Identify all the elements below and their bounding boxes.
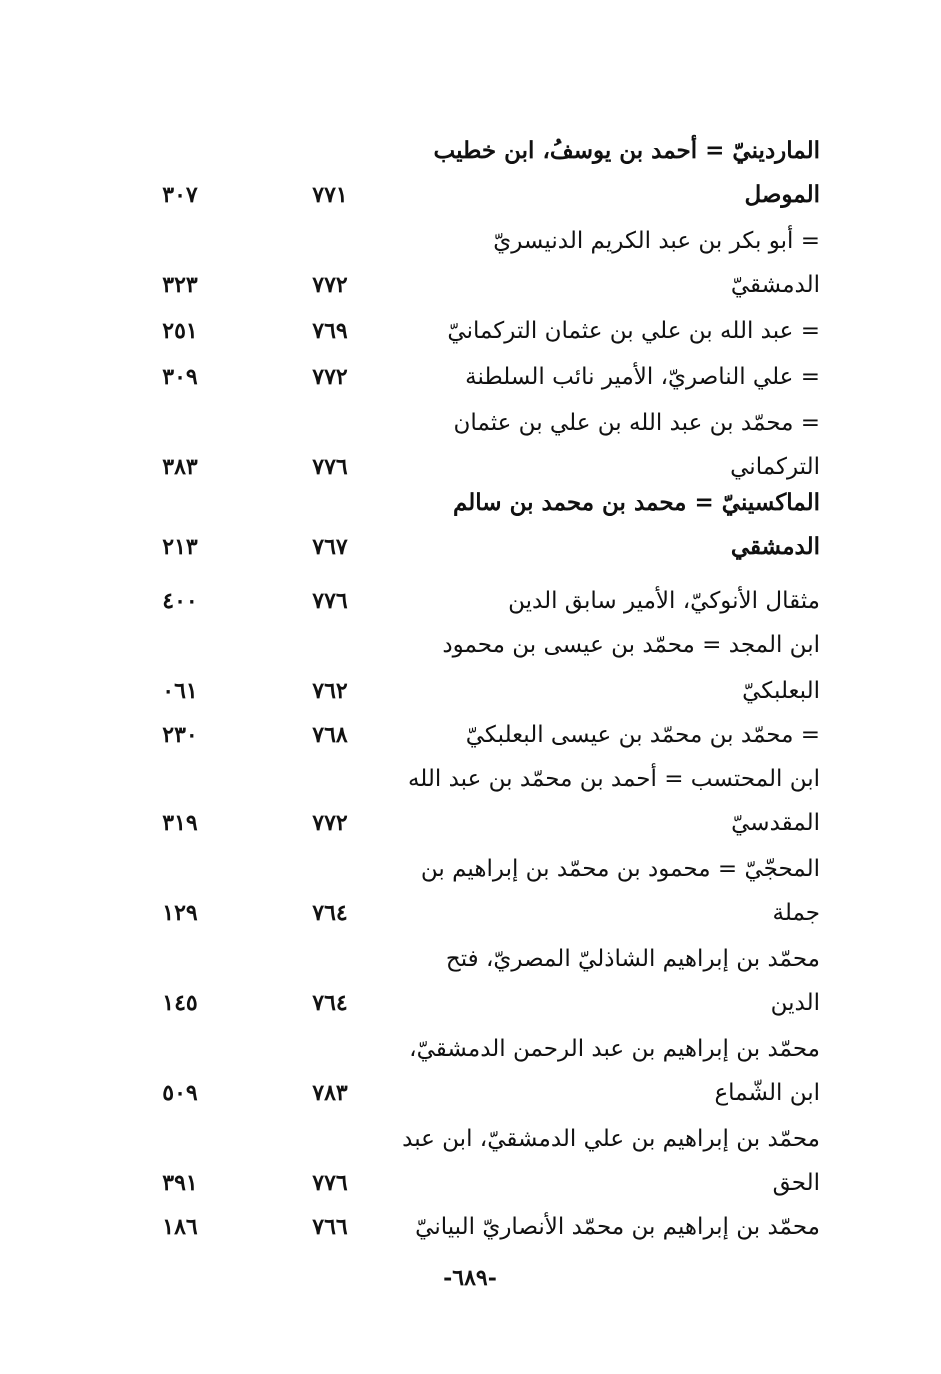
index-entry xyxy=(110,980,820,1026)
entry-page: ٠٦١ xyxy=(162,678,198,704)
entry-text: الحق xyxy=(772,1170,820,1196)
entry-year: ٧٦٧ xyxy=(312,534,348,560)
entry-text: ابن الشّماع xyxy=(714,1080,820,1106)
index-entry xyxy=(110,400,820,446)
index-entry xyxy=(110,1116,820,1162)
entry-page xyxy=(140,480,220,526)
entry-page xyxy=(140,622,220,668)
entry-text: التركماني xyxy=(730,454,820,480)
index-entry xyxy=(110,262,820,308)
entry-page: ٣٨٣ xyxy=(162,454,198,480)
index-entry xyxy=(110,354,820,400)
entry-page: ٣٩١ xyxy=(162,1170,198,1196)
entry-year: ٧٦٩ xyxy=(312,318,348,344)
index-entry xyxy=(110,936,820,982)
entry-page: ٣١٩ xyxy=(162,810,198,836)
index-entry xyxy=(110,172,820,218)
entry-text: محمّد بن إبراهيم بن عبد الرحمن الدمشقيّ، xyxy=(409,1036,820,1062)
entry-year: ٧٦٢ xyxy=(312,678,348,704)
entry-text: المحجّيّ = محمود بن محمّد بن إبراهيم بن xyxy=(420,856,820,882)
entry-year: ٧٧٢ xyxy=(312,272,348,298)
index-entry xyxy=(110,1160,820,1206)
entry-text: الموصل xyxy=(744,181,820,208)
entry-page xyxy=(140,756,220,802)
entry-page xyxy=(140,1026,220,1072)
entry-page: ١٨٦ xyxy=(162,1214,198,1240)
entry-page: ٢٥١ xyxy=(162,318,198,344)
entry-text: = أبو بكر بن عبد الكريم الدنيسريّ xyxy=(493,228,820,254)
entry-text: = عبد الله بن علي بن عثمان التركمانيّ xyxy=(447,318,820,344)
entry-page: ١٢٩ xyxy=(162,900,198,926)
entry-year xyxy=(295,400,365,446)
entry-page: ١٤٥ xyxy=(162,990,198,1016)
entry-page: ٣٢٣ xyxy=(162,272,198,298)
entry-page xyxy=(140,218,220,264)
entry-year xyxy=(295,846,365,892)
entry-year: ٧٧٦ xyxy=(312,454,348,480)
entry-text: الماردينيّ = أحمد بن يوسفُ، ابن خطيب xyxy=(433,137,820,164)
entry-year: ٧٨٣ xyxy=(312,1080,348,1106)
entry-text: ابن المجد = محمّد بن عيسى بن محمود xyxy=(442,632,820,658)
entry-page: ٤٠٠ xyxy=(162,588,198,614)
index-entry xyxy=(110,846,820,892)
index-entry xyxy=(110,578,820,624)
index-entry xyxy=(110,756,820,802)
entry-year: ٧٦٦ xyxy=(312,1214,348,1240)
entry-year: ٧٦٤ xyxy=(312,990,348,1016)
entry-page: ٢٣٠ xyxy=(162,722,198,748)
entry-year xyxy=(295,480,365,526)
index-entry xyxy=(110,480,820,526)
index-entry xyxy=(110,524,820,570)
index-entry xyxy=(110,800,820,846)
entry-text: محمّد بن إبراهيم بن علي الدمشقيّ، ابن عبد xyxy=(402,1126,820,1152)
entry-page xyxy=(140,846,220,892)
index-entry xyxy=(110,1070,820,1116)
entry-year: ٧٦٤ xyxy=(312,900,348,926)
index-entry xyxy=(110,668,820,714)
entry-page xyxy=(140,128,220,174)
entry-year xyxy=(295,1116,365,1162)
entry-page: ٢١٣ xyxy=(162,534,198,560)
entry-year: ٧٧١ xyxy=(312,182,348,208)
index-entry xyxy=(110,128,820,174)
index-entry xyxy=(110,622,820,668)
entry-page xyxy=(140,936,220,982)
entry-page: ٣٠٩ xyxy=(162,364,198,390)
index-entry xyxy=(110,308,820,354)
entry-year xyxy=(295,1026,365,1072)
entry-text: البعلبكيّ xyxy=(742,678,820,704)
index-entry xyxy=(110,1026,820,1072)
page-number: -٦٨٩- xyxy=(443,1265,497,1291)
entry-text: مثقال الأنوكيّ، الأمير سابق الدين xyxy=(508,588,820,614)
entry-text: = محمّد بن عبد الله بن علي بن عثمان xyxy=(453,410,820,436)
entry-text: الدمشقي xyxy=(730,533,820,560)
entry-text: = محمّد بن محمّد بن عيسى البعلبكيّ xyxy=(465,722,820,748)
entry-page xyxy=(140,1116,220,1162)
entry-year: ٧٦٨ xyxy=(312,722,348,748)
entry-page: ٥٠٩ xyxy=(162,1080,198,1106)
entry-text: جملة xyxy=(772,900,820,926)
entry-year: ٧٧٢ xyxy=(312,810,348,836)
entry-year: ٧٧٦ xyxy=(312,588,348,614)
entry-year xyxy=(295,756,365,802)
entry-page xyxy=(140,400,220,446)
entry-text: الماكسينيّ = محمد بن محمد بن سالم xyxy=(452,489,820,516)
entry-text: محمّد بن إبراهيم بن محمّد الأنصاريّ البيانيّ xyxy=(415,1214,820,1240)
index-entry xyxy=(110,1204,820,1250)
entry-page: ٣٠٧ xyxy=(162,182,198,208)
entry-year: ٧٧٦ xyxy=(312,1170,348,1196)
entry-year: ٧٧٢ xyxy=(312,364,348,390)
entry-year xyxy=(295,218,365,264)
entry-text: ابن المحتسب = أحمد بن محمّد بن عبد الله xyxy=(407,766,820,792)
entry-year xyxy=(295,128,365,174)
entry-text: المقدسيّ xyxy=(731,810,820,836)
index-entry xyxy=(110,218,820,264)
entry-text: الدين xyxy=(770,990,820,1016)
entry-text: الدمشقيّ xyxy=(730,272,820,298)
entry-year xyxy=(295,622,365,668)
index-entry xyxy=(110,712,820,758)
index-entry xyxy=(110,890,820,936)
entry-text: = علي الناصريّ، الأمير نائب السلطنة xyxy=(465,364,820,390)
entry-text: محمّد بن إبراهيم الشاذليّ المصريّ، فتح xyxy=(445,946,820,972)
entry-year xyxy=(295,936,365,982)
